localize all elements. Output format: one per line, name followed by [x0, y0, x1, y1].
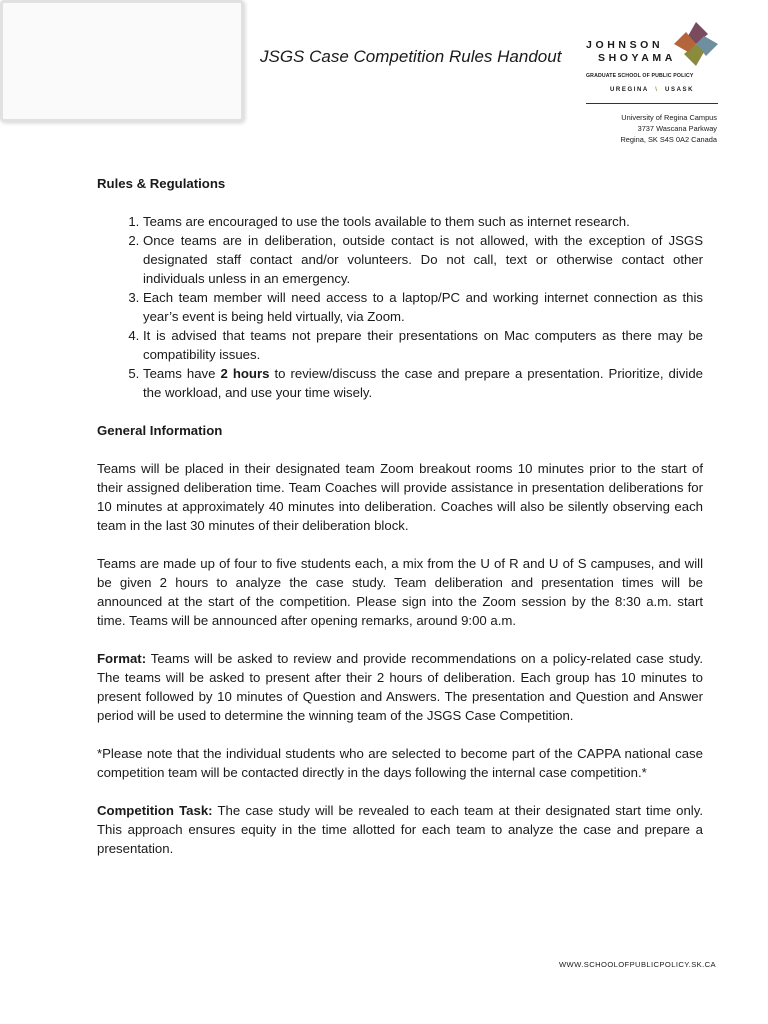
logo-uregina: UREGINA [610, 87, 649, 93]
rules-list [97, 212, 703, 402]
note-paragraph: *Please note that the individual students who are selected to become part of the CAPPA national case competition team will be contacted directly in the days following the internal case competition.* [97, 746, 703, 780]
general-heading: General Information [97, 423, 223, 438]
general-paragraph: Teams will be placed in their designated team Zoom breakout rooms 10 minutes prior to the start of their assigned deliberation time. Team Coaches will provide assistance in presentation deliberations for 10 minutes at approximately 40 minutes into deliberation. Coaches will also be silently observing each team in the last 30 minutes of their deliberation block. [97, 461, 703, 533]
task-text: The case study will be revealed to each team at their designated start time only. This approach ensures equity in the time allotted for each team to analyze the case and prepare a presentation. [97, 803, 703, 856]
rule-item: 3. Each team member will need access to a laptop/PC and working internet connection as this year’s event is being held virtually, via Zoom. [143, 288, 703, 326]
rule-item: 4. It is advised that teams not prepare their presentations on Mac computers as there may be compatibility issues. [143, 326, 703, 364]
format-label: Format: [97, 651, 147, 666]
logo-wordmark [586, 22, 678, 65]
rule-text: Teams have [143, 366, 221, 381]
rule-text: to review/discuss the case and prepare a presentation. Prioritize, divide the workload, and use your time wisely. [143, 366, 703, 400]
address-block [620, 112, 717, 145]
logo-usask: USASK [665, 87, 695, 93]
rule-item: 2. Once teams are in deliberation, outside contact is not allowed, with the exception of JSGS designated staff contact and/or volunteers. Do not call, text or otherwise contact other individuals unless in an emergency. [143, 231, 703, 288]
logo-line-shoyama: SHOYAMA [598, 52, 676, 64]
rule-item: 1. Teams are encouraged to use the tools available to them such as internet research. [143, 212, 703, 231]
task-label: Competition Task: [97, 803, 213, 818]
address-line: Regina, SK S4S 0A2 Canada [620, 135, 717, 144]
rule-emphasis: 2 hours [220, 366, 270, 381]
general-paragraph: Teams are made up of four to five students each, a mix from the U of R and U of S campuses, and will be given 2 hours to analyze the case study. Team deliberation and presentation times will be announced at the start of the competition. Please sign into the Zoom session by the 8:30 a.m. start time. Teams will be announced after opening remarks, around 9:00 a.m. [97, 556, 703, 628]
header-divider [586, 103, 718, 104]
task-paragraph [97, 801, 703, 858]
address-line: 3737 Wascana Parkway [637, 124, 717, 133]
jsgs-logo [586, 22, 722, 102]
format-text: Teams will be asked to review and provide recommendations on a policy-related case study. The teams will be asked to present after their 2 hours of deliberation. Each group has 10 minutes to present followed by 10 minutes of Question and Answers. The presentation and Question and Answer period will be used to determine the winning team of the JSGS Case Competition. [97, 651, 703, 723]
rule-item [143, 364, 703, 402]
logo-separator-icon: \ [651, 87, 662, 93]
document-title: JSGS Case Competition Rules Handout [260, 47, 562, 66]
logo-line-campuses [610, 87, 694, 93]
compass-mark-icon [674, 22, 718, 66]
corner-frame [0, 0, 244, 122]
document-body [97, 174, 703, 877]
footer-website: WWW.SCHOOLOFPUBLICPOLICY.SK.CA [558, 960, 716, 969]
rules-heading: Rules & Regulations [97, 176, 226, 191]
logo-line-johnson: JOHNSON [586, 39, 664, 51]
format-paragraph [97, 649, 703, 725]
logo-line-graduate-school: GRADUATE SCHOOL OF PUBLIC POLICY [586, 73, 694, 79]
address-line: University of Regina Campus [621, 113, 717, 122]
